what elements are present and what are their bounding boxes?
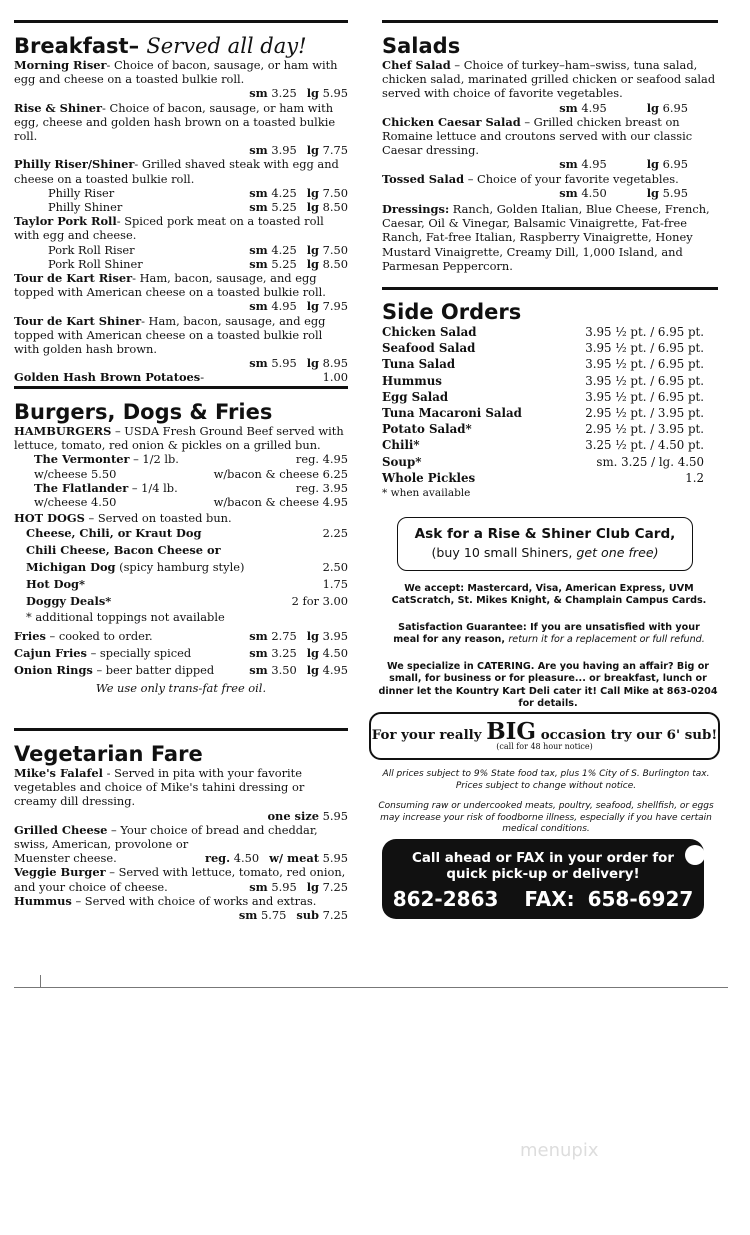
side-item-price: 3.95 ½ pt. / 6.95 pt. (585, 325, 704, 339)
side-item-price: 3.25 ½ pt. / 4.50 pt. (585, 438, 704, 453)
side-item-name: Tuna Macaroni Salad (382, 406, 522, 421)
catering: We specialize in CATERING. Are you having an affair? Big or small, for business or for pleasure... or breakfast, lunch or dinner let the Kountry Kart Deli cater it! Call Mike at 863-0204 for details. (378, 661, 718, 710)
vegetarian-section (14, 742, 348, 922)
burgers-section (14, 400, 348, 695)
fries-item: Cajun Fries – specially spiced sm 3.25 lg 4.50 (14, 645, 348, 660)
side-item-price: 3.95 ½ pt. / 6.95 pt. (585, 373, 704, 388)
breakfast-item: Rise & Shiner- Choice of bacon, sausage, or ham with egg, cheese and golden hash brown on a toasted bulkie roll. (14, 100, 336, 144)
side-item-price: 1.2 (685, 470, 704, 485)
breakfast-item: Morning Riser- Choice of bacon, sausage, or ham with egg and cheese on a toasted bulkie roll. (14, 58, 338, 87)
side-list (382, 324, 704, 486)
sides-title: Side Orders (382, 300, 522, 324)
breakfast-subitem: Pork Roll Riser sm 4.25 lg 7.50 (48, 242, 348, 257)
top-rule-right (382, 20, 718, 23)
breakfast-price: sm 4.95 lg 7.95 (249, 299, 348, 314)
sides-section (382, 300, 718, 500)
breakfast-item: Philly Riser/Shiner- Grilled shaved steak with egg and cheese on a toasted bulkie roll. (14, 157, 339, 186)
big-sub-box (369, 712, 720, 760)
grilled-desc: Grilled Cheese – Your choice of bread and cheddar, swiss, American, provolone or (14, 822, 318, 852)
sides-note: * when available (382, 487, 471, 500)
accepted-cards: We accept: Mastercard, Visa, American Express, UVM CatScratch, St. Mikes Knight, & Champlain Campus Cards. (391, 583, 707, 607)
salad-item: Chicken Caesar Salad – Grilled chicken breast on Romaine lettuce and croutons served with our classic Caesar dressing. (382, 114, 693, 158)
side-item-price: 3.95 ½ pt. / 6.95 pt. (585, 357, 704, 372)
fax-order-box (382, 839, 704, 919)
bottom-rule (14, 987, 728, 988)
hummus-price: sm 5.75 sub 7.25 (238, 908, 348, 923)
breakfast-title: Breakfast– Served all day! (14, 34, 307, 58)
club-card-subtitle: (buy 10 small Shiners, get one free) (431, 545, 659, 560)
salads-title: Salads (382, 34, 461, 58)
hamburgers-desc: HAMBURGERS – USDA Fresh Ground Beef served with lettuce, tomato, red onion & pickles on a grilled bun. (14, 424, 344, 453)
side-item-name: Soup* (382, 454, 422, 469)
oil-note: We use only trans-fat free oil. (95, 680, 267, 695)
bottom-tick (40, 975, 41, 987)
sides-rule (382, 287, 718, 290)
side-item-name: Tuna Salad (382, 357, 456, 372)
big-sub-text: For your really BIG occasion try our 6' sub! (371, 718, 718, 745)
salad-list (382, 58, 718, 200)
side-item-name: Whole Pickles (382, 470, 476, 485)
flatlander-row: The Flatlander – 1/4 lb. reg. 3.95 (34, 480, 348, 495)
vegetarian-rule (14, 728, 348, 731)
breakfast-list (14, 58, 348, 385)
salad-item: Tossed Salad – Choice of your favorite vegetables. (382, 171, 679, 186)
fax-line1: Call ahead or FAX in your order for (412, 851, 674, 866)
breakfast-subitem: Philly Riser sm 4.25 lg 7.50 (48, 185, 348, 200)
side-item-price: 3.95 ½ pt. / 6.95 pt. (585, 389, 704, 404)
hummus-desc: Hummus – Served with choice of works and extras. (14, 894, 317, 909)
vermonter-cheese-row: w/cheese 5.50 w/bacon & cheese 6.25 (34, 466, 348, 481)
burgers-title: Burgers, Dogs & Fries (14, 400, 273, 424)
fax-line2: quick pick-up or delivery! (446, 867, 640, 882)
fries-list (14, 628, 348, 679)
dressings: Dressings: Ranch, Golden Italian, Blue Cheese, French, Caesar, Oil & Vinegar, Balsamic Vinaigrette, Fat-free Ranch, Fat-free Italian, Raspberry Vinaigrette, Honey Mustard Vinaigrette, Creamy Dill, 1,000 Island, and Parmesan Peppercorn. (382, 202, 710, 273)
side-item-price: 2.95 ½ pt. / 3.95 pt. (585, 422, 704, 437)
tax-note: All prices subject to 9% State food tax, plus 1% City of S. Burlington tax. Prices subject to change without notice. (382, 769, 710, 791)
vegetarian-title: Vegetarian Fare (14, 742, 203, 766)
breakfast-item: Tour de Kart Riser- Ham, bacon, sausage, and egg topped with American cheese on a toasted bulkie roll. (14, 271, 326, 300)
club-card-box (397, 517, 693, 571)
side-item-price: 3.95 ½ pt. / 6.95 pt. (585, 341, 704, 356)
salad-price: sm 4.95 lg 6.95 (559, 157, 688, 172)
dogs-list (14, 525, 348, 624)
grilled-price: Muenster cheese. reg. 4.50 w/ meat 5.95 (14, 851, 348, 866)
falafel-desc: Mike's Falafel - Served in pita with your favorite vegetables and choice of Mike's tahini dressing or creamy dill dressing. (14, 766, 305, 809)
breakfast-item: Golden Hash Brown Potatoes- 1.00 (14, 370, 348, 385)
dog-row: Chili Cheese, Bacon Cheese or (26, 543, 221, 558)
hotdogs-desc: HOT DOGS – Served on toasted bun. (14, 511, 232, 526)
salad-price: sm 4.50 lg 5.95 (559, 185, 688, 200)
side-item-name: Chili* (382, 438, 420, 453)
breakfast-subitem: Philly Shiner sm 5.25 lg 8.50 (48, 200, 348, 215)
vermonter-row: The Vermonter – 1/2 lb. reg. 4.95 (34, 452, 348, 467)
side-item-name: Potato Salad* (382, 422, 472, 437)
breakfast-price: sm 5.95 lg 8.95 (249, 356, 348, 371)
guarantee: Satisfaction Guarantee: If you are unsatisfied with your meal for any reason, return it for a replacement or full refund. (393, 622, 705, 646)
health-warning: Consuming raw or undercooked meats, poultry, seafood, shellfish, or eggs may increase your risk of foodborne illness, especially if you have certain medical conditions. (378, 801, 714, 834)
big-sub-note: (call for 48 hour notice) (496, 742, 593, 751)
salads-section (382, 34, 718, 273)
phone-number[interactable]: 862-2863 (392, 887, 499, 911)
side-item-name: Chicken Salad (382, 325, 477, 339)
salad-item: Chef Salad – Choice of turkey–ham–swiss, tuna salad, chicken salad, marinated grilled chicken or seafood salad served with choice of favorite vegetables. (382, 58, 716, 101)
falafel-price: one size 5.95 (267, 808, 348, 823)
veggie-burger-price: sm 5.95 lg 7.25 (249, 879, 348, 894)
side-item-name: Hummus (382, 373, 442, 388)
fax-numbers (382, 886, 704, 912)
top-rule-left (14, 20, 348, 23)
dog-row: Doggy Deals* 2 for 3.00 (26, 594, 348, 609)
side-item-price: sm. 3.25 / lg. 4.50 (596, 454, 704, 469)
fries-item: Onion Rings – beer batter dipped sm 3.50 lg 4.95 (14, 662, 348, 677)
watermark: menupix (520, 1140, 599, 1161)
breakfast-item: Tour de Kart Shiner- Ham, bacon, sausage, and egg topped with American cheese on a toasted bulkie roll with golden hash brown. (14, 313, 326, 357)
fries-item: Fries – cooked to order. sm 2.75 lg 3.95 (14, 628, 348, 643)
breakfast-price: sm 3.25 lg 5.95 (249, 86, 348, 101)
burgers-rule (14, 386, 348, 389)
dog-row: Hot Dog* 1.75 (26, 577, 348, 592)
breakfast-section (14, 34, 348, 385)
fax-number: FAX: 658-6927 (524, 887, 694, 911)
breakfast-subitem: Pork Roll Shiner sm 5.25 lg 8.50 (48, 256, 348, 271)
breakfast-item: Taylor Pork Roll- Spiced pork meat on a toasted roll with egg and cheese. (14, 214, 324, 243)
toppings-note: * additional toppings not available (26, 610, 225, 625)
salad-price: sm 4.95 lg 6.95 (559, 100, 688, 115)
side-item-price: 2.95 ½ pt. / 3.95 pt. (585, 406, 704, 421)
club-card-title: Ask for a Rise & Shiner Club Card, (414, 526, 676, 542)
dog-row: Cheese, Chili, or Kraut Dog 2.25 (26, 526, 348, 541)
flatlander-cheese-row: w/cheese 4.50 w/bacon & cheese 4.95 (34, 495, 348, 510)
fax-box-corner (685, 845, 705, 865)
side-item-name: Egg Salad (382, 389, 449, 404)
dog-row: Michigan Dog (spicy hamburg style) 2.50 (26, 560, 348, 575)
veggie-burger-desc: Veggie Burger – Served with lettuce, tomato, red onion, and your choice of cheese. (14, 865, 346, 894)
side-item-name: Seafood Salad (382, 341, 476, 356)
breakfast-price: sm 3.95 lg 7.75 (249, 143, 348, 158)
